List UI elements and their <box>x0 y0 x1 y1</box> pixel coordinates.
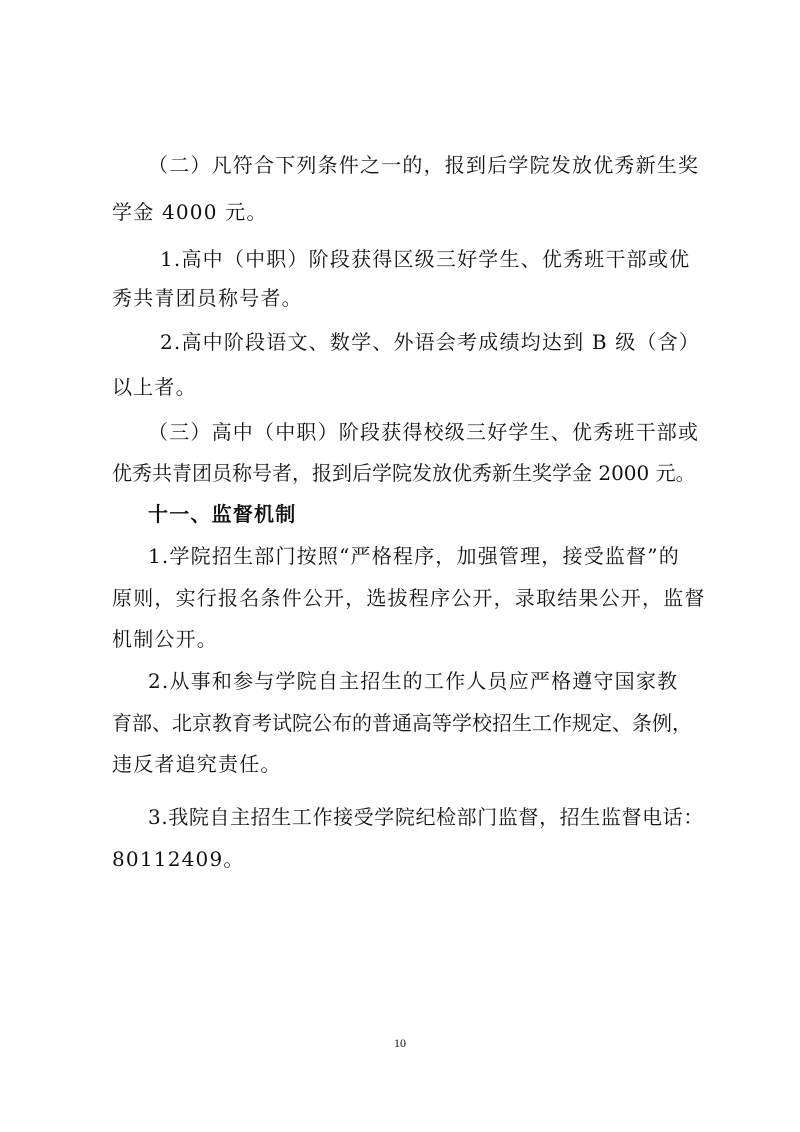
para-condition-2-line-1: 2.高中阶段语文、数学、外语会考成绩均达到 B 级（含） <box>160 330 701 354</box>
para-supervision-1-line-3: 机制公开。 <box>112 627 218 651</box>
para-scholarship-4000-line-2: 学金 4000 元。 <box>112 200 268 224</box>
para-supervision-1-line-1: 1.学院招生部门按照“严格程序，加强管理，接受监督”的 <box>148 544 680 568</box>
para-scholarship-2000-line-2: 优秀共青团员称号者，报到后学院发放优秀新生奖学金 2000 元。 <box>112 461 696 485</box>
para-condition-2-line-2: 以上者。 <box>112 375 197 399</box>
para-supervision-3-line-1: 3.我院自主招生工作接受学院纪检部门监督，招生监督电话： <box>148 805 704 829</box>
para-supervision-1-line-2: 原则，实行报名条件公开，选拔程序公开，录取结果公开，监督 <box>112 586 706 610</box>
para-condition-1-line-2: 秀共青团员称号者。 <box>112 286 303 310</box>
para-supervision-3-line-2: 80112409。 <box>112 847 245 871</box>
section-heading-supervision: 十一、监督机制 <box>148 502 297 526</box>
para-supervision-2-line-2: 育部、北京教育考试院公布的普通高等学校招生工作规定、条例， <box>112 711 692 735</box>
para-supervision-2-line-3: 违反者追究责任。 <box>112 752 282 776</box>
para-supervision-2-line-1: 2.从事和参与学院自主招生的工作人员应严格遵守国家教 <box>148 669 679 693</box>
para-condition-1-line-1: 1.高中（中职）阶段获得区级三好学生、优秀班干部或优 <box>160 247 691 271</box>
page-number: 10 <box>394 1036 406 1050</box>
para-scholarship-4000-line-1: （二）凡符合下列条件之一的，报到后学院发放优秀新生奖 <box>148 153 700 177</box>
para-scholarship-2000-line-1: （三）高中（中职）阶段获得校级三好学生、优秀班干部或 <box>148 420 700 444</box>
